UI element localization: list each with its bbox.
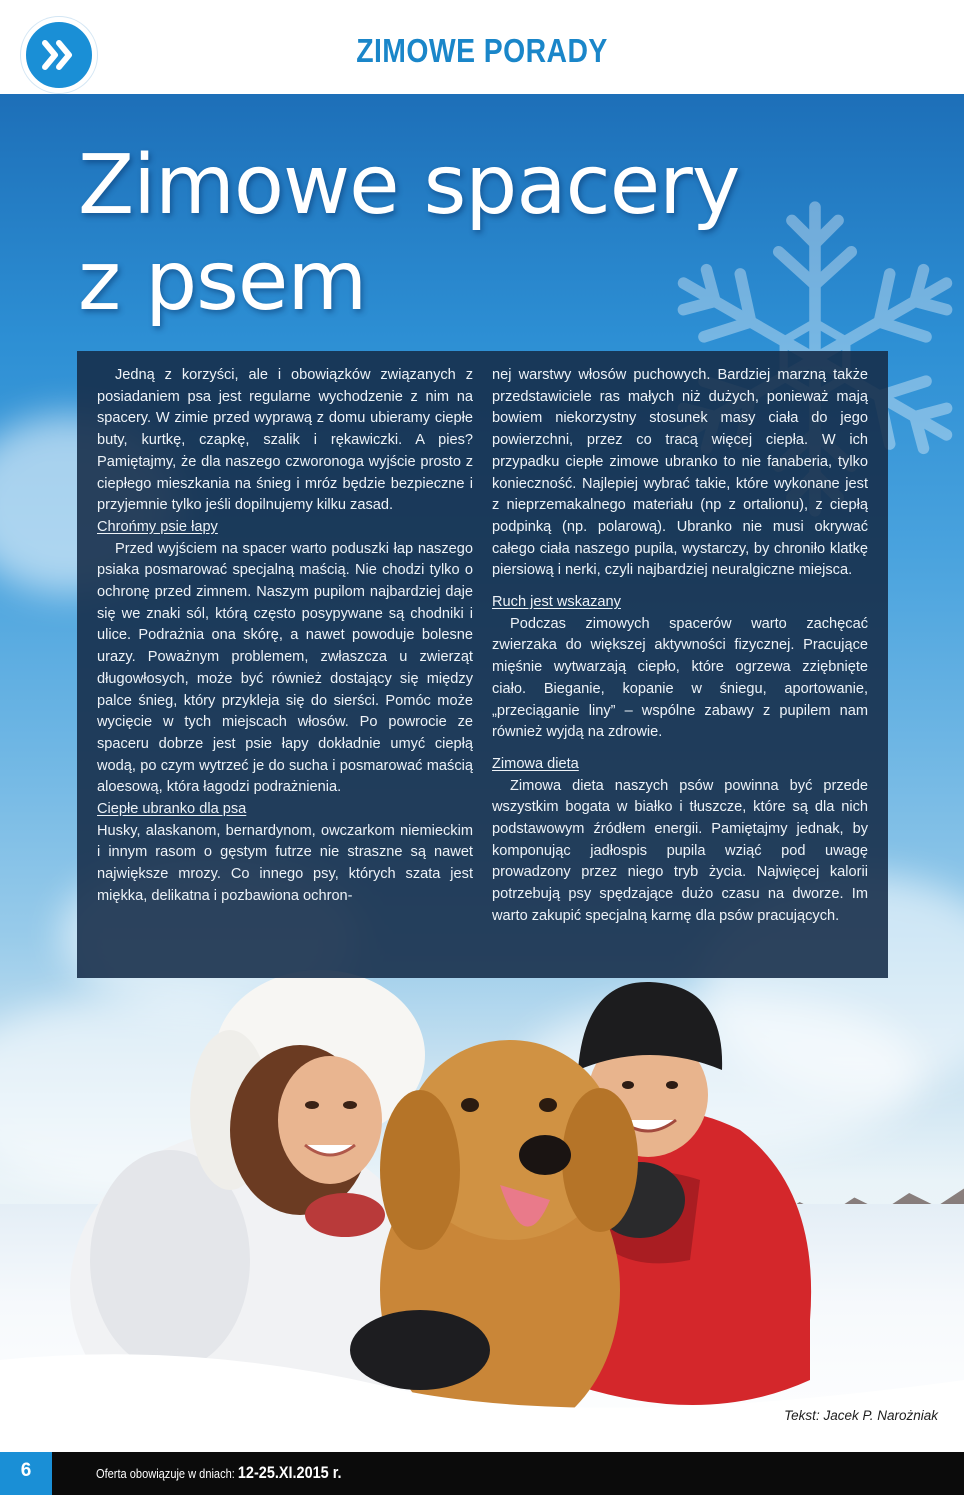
- section-title: ZIMOWE PORADY: [356, 32, 608, 69]
- double-chevron-right-icon: [39, 35, 79, 75]
- section-body: Zimowa dieta naszych psów powinna być przede wszystkim bogata w białko i tłuszcze, które są dla nich podstawowym źródłem energii. Pamiętajmy jednak, by komponując jadłospis pupila wziąć pod uwagę prowadzony przez niego tryb życia. Najwięcej kalorii potrzebują psy spędzające dużo czasu na dworze. Im warto zakupić specjalną karmę dla psów pracujących.: [492, 777, 868, 924]
- offer-validity: [96, 1463, 342, 1483]
- section-body: Podczas zimowych spacerów warto zachęcać zwierzaka do większej aktywności fizycznej. Pracujące mięśnie wytwarzają ciepło, które ogrzewa zziębnięte ciało. Bieganie, kopanie w śniegu, aportowanie, „przeciąganie liny” – wspólne zabawy z pupilem nam również wyjdą na zdrowie.: [492, 615, 868, 741]
- section-logo: [21, 17, 97, 93]
- article-title-line1: Zimowe spacery: [78, 138, 740, 233]
- article-column-left: [97, 365, 473, 908]
- page-number: 6: [20, 1460, 32, 1481]
- section-body: nej warstwy włosów puchowych. Bardziej marzną także przedstawiciele ras małych niż dużych, ponieważ mają bowiem niekorzystny stosunek masy ciała do jego powierzchni, przez co tracą więcej ciepła. W ich przypadku ciepłe zimowe ubranko to nie fanaberia, tylko konieczność. Najlepiej wybrać takie, które wykonane jest z nieprzemakalnego materiału (np z ortalionu), z ciepłą podpinką (np. polarową). Ubranko nie musi okrywać całego ciała naszego pupila, wystarczy, by chroniło klatkę piersiową i nerki, czyli najbardziej neuralgiczne miejsca.: [492, 367, 868, 579]
- section-body: Przed wyjściem na spacer warto poduszki łap naszego psiaka posmarować specjalną maścią. Nie chodzi tylko o ochronę przed zimnem. Naszym pupilom najbardziej daje się we znaki sól, którą często posypywane są chodniki i ulice. Podrażnia ona skórę, a nawet powoduje bolesne urazy. Poważnym problemem, zwłaszcza u zwierząt długowłosych, może być również dostający się między palce śnieg, który przykleja się do sierści. Pomóc może wycięcie w tych miejscach włosów. Po powrocie ze spaceru dobrze jest psie łapy dokładnie umyć ciepłą wodą, po czym wytrzeć je do sucha i posmarować maścią aloesową, która łagodzi podrażnienia.: [97, 540, 473, 796]
- section-heading: Ruch jest wskazany: [492, 594, 621, 611]
- article-panel: [77, 351, 888, 978]
- page-footer: [0, 1452, 964, 1495]
- offer-label: Oferta obowiązuje w dniach:: [96, 1466, 235, 1481]
- article-intro: Jedną z korzyści, ale i obowiązków związanych z posiadaniem psa jest regularne wychodzenie z nim na spacery. W zimie przed wyprawą z domu ubieramy ciepłe buty, kurtkę, czapkę, szalik i rękawiczki. A pies? Pamiętajmy, że dla naszego czworonoga wyjście prosto z ciepłego mieszkania na śnieg i mróz będzie bezpieczne i przyjemnie tylko jeśli dopilnujemy kilku zasad.: [97, 367, 473, 514]
- photo-couple-with-dog: [0, 960, 964, 1452]
- page-number-box: [0, 1452, 52, 1495]
- offer-dates: 12-25.XI.2015 r.: [237, 1463, 342, 1482]
- section-heading: Chrońmy psie łapy: [97, 518, 218, 535]
- article-title-line2: z psem: [78, 234, 367, 329]
- section-body: Husky, alaskanom, bernardynom, owczarkom niemieckim i innym rasom o gęstym futrze nie straszne są nawet największe mrozy. Co innego psy, których szata jest miękka, delikatna i pozbawiona ochron-: [97, 822, 473, 904]
- section-heading: Ciepłe ubranko dla psa: [97, 801, 247, 818]
- author-credit: Tekst: Jacek P. Narożniak: [784, 1408, 938, 1423]
- page-header: [0, 0, 964, 94]
- woman-face: [278, 1056, 382, 1184]
- article-column-right: [492, 365, 868, 928]
- section-heading: Zimowa dieta: [492, 755, 579, 772]
- article-title: [78, 138, 838, 330]
